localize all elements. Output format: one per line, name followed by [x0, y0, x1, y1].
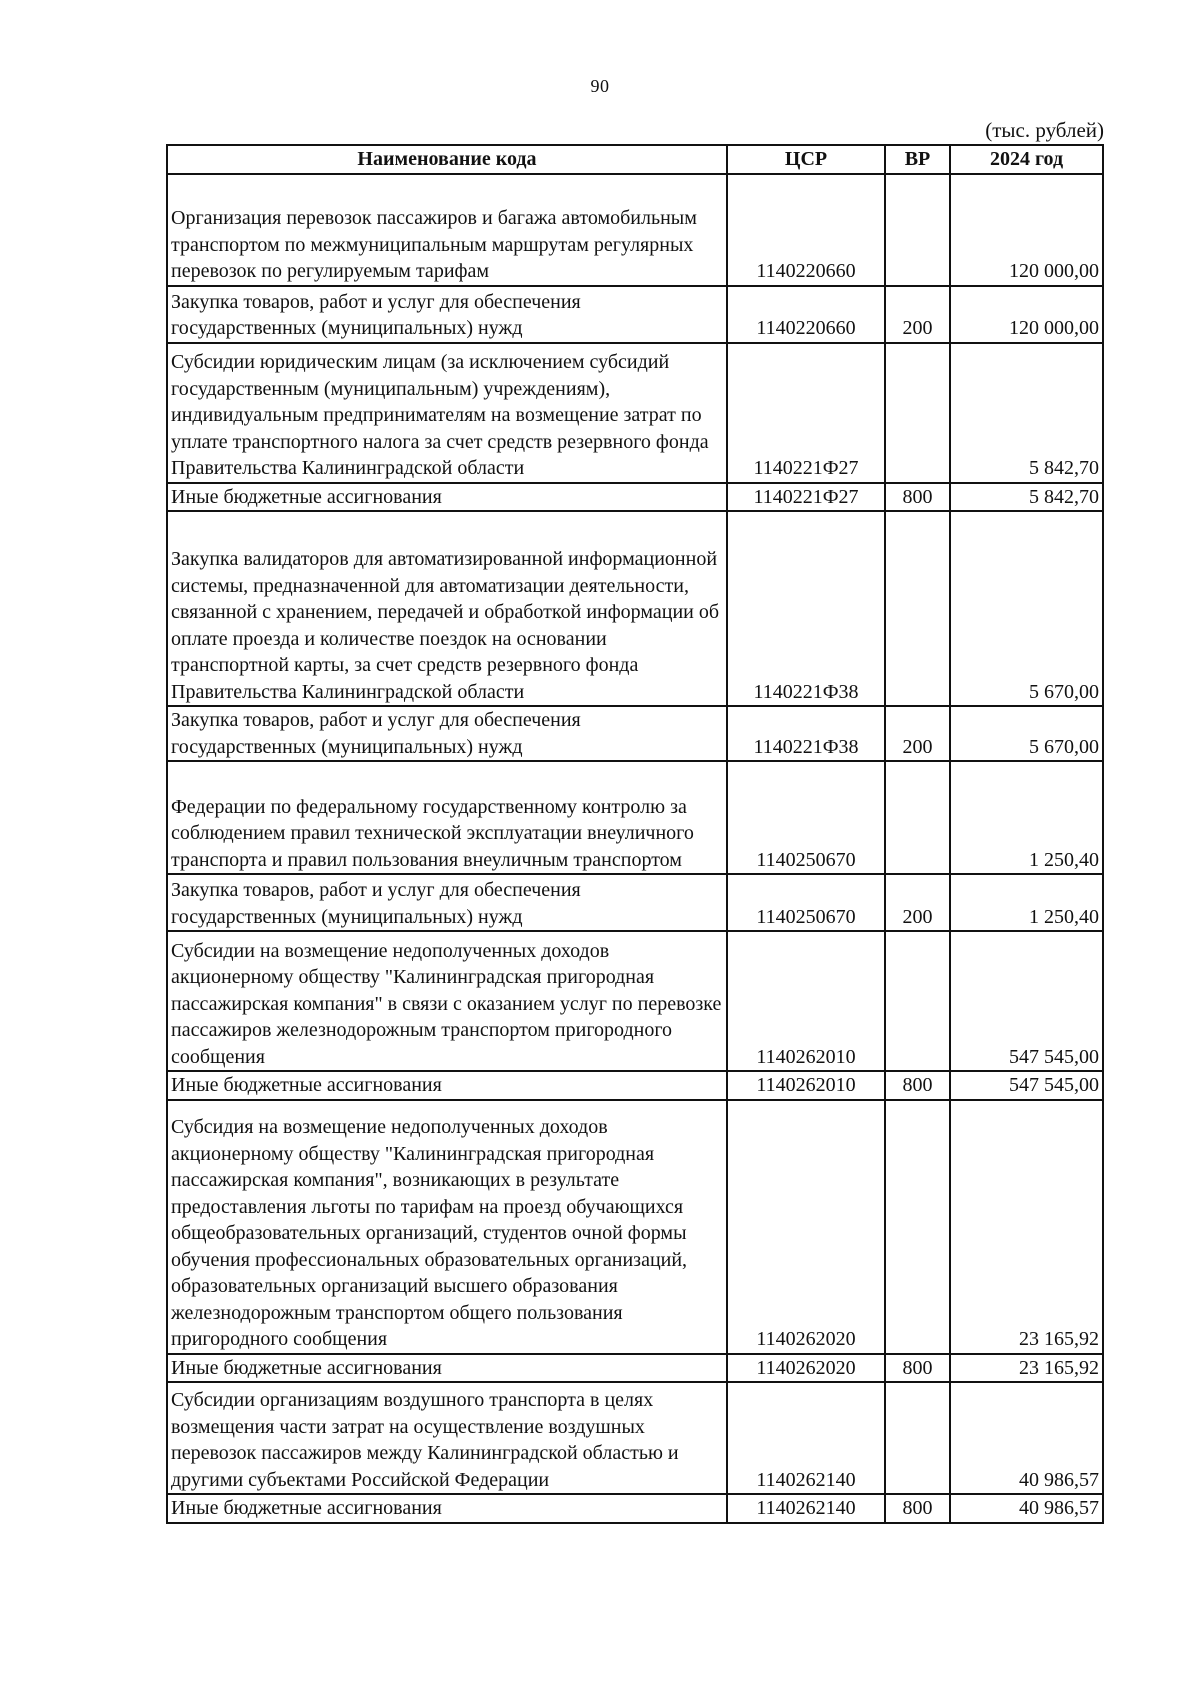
header-code: ЦСР [727, 145, 885, 174]
row-name: Субсидии организациям воздушного транспорта в целях возмещения части затрат на осуществление воздушных перевозок пассажиров между Калининградской областью и другими субъектами Российской Федерации [167, 1382, 727, 1494]
row-code: 1140221Ф27 [727, 483, 885, 512]
row-amount: 547 545,00 [950, 931, 1103, 1071]
budget-table [166, 144, 1104, 1524]
row-vr: 800 [885, 1494, 950, 1523]
row-amount: 23 165,92 [950, 1100, 1103, 1354]
header-vr: ВР [885, 145, 950, 174]
row-code: 1140221Ф38 [727, 706, 885, 761]
row-amount: 23 165,92 [950, 1354, 1103, 1383]
row-amount: 40 986,57 [950, 1382, 1103, 1494]
row-vr [885, 343, 950, 483]
table-row [167, 874, 1103, 931]
row-amount: 547 545,00 [950, 1071, 1103, 1100]
row-amount: 5 842,70 [950, 483, 1103, 512]
table-row [167, 1354, 1103, 1383]
row-code: 1140262140 [727, 1382, 885, 1494]
row-code: 1140262020 [727, 1100, 885, 1354]
page-number: 90 [590, 76, 610, 96]
table-row [167, 1100, 1103, 1354]
table-row [167, 286, 1103, 343]
row-name: Закупка товаров, работ и услуг для обеспечения государственных (муниципальных) нужд [167, 874, 727, 931]
row-name: Федерации по федеральному государственному контролю за соблюдением правил технической эксплуатации внеуличного транспорта и правил пользования внеуличным транспортом [167, 761, 727, 874]
table-row [167, 343, 1103, 483]
row-vr [885, 174, 950, 286]
row-code: 1140221Ф27 [727, 343, 885, 483]
row-vr [885, 1382, 950, 1494]
row-amount: 40 986,57 [950, 1494, 1103, 1523]
table-row [167, 174, 1103, 286]
table-row [167, 706, 1103, 761]
row-amount: 120 000,00 [950, 286, 1103, 343]
row-name: Субсидии юридическим лицам (за исключением субсидий государственным (муниципальным) учреждениям), индивидуальным предпринимателям на возмещение затрат по уплате транспортного налога за счет средств резервного фонда Правительства Калининградской области [167, 343, 727, 483]
row-amount: 5 842,70 [950, 343, 1103, 483]
row-code: 1140220660 [727, 286, 885, 343]
row-code: 1140250670 [727, 761, 885, 874]
row-code: 1140220660 [727, 174, 885, 286]
row-name: Иные бюджетные ассигнования [167, 1494, 727, 1523]
row-code: 1140221Ф38 [727, 511, 885, 706]
table-row [167, 1494, 1103, 1523]
row-code: 1140262140 [727, 1494, 885, 1523]
row-amount: 5 670,00 [950, 706, 1103, 761]
row-name: Иные бюджетные ассигнования [167, 483, 727, 512]
table-row [167, 511, 1103, 706]
header-row [167, 145, 1103, 174]
row-code: 1140262010 [727, 931, 885, 1071]
row-name: Иные бюджетные ассигнования [167, 1071, 727, 1100]
table-row [167, 761, 1103, 874]
row-code: 1140250670 [727, 874, 885, 931]
row-name: Закупка товаров, работ и услуг для обеспечения государственных (муниципальных) нужд [167, 286, 727, 343]
row-amount: 1 250,40 [950, 874, 1103, 931]
row-vr: 200 [885, 706, 950, 761]
row-name: Субсидия на возмещение недополученных доходов акционерному обществу "Калининградская пригородная пассажирская компания", возникающих в результате предоставления льготы по тарифам на проезд обучающихся общеобразовательных организаций, студентов очной формы обучения профессиональных образовательных организаций, образовательных организаций высшего образования железнодорожным транспортом общего пользования пригородного сообщения [167, 1100, 727, 1354]
row-code: 1140262020 [727, 1354, 885, 1383]
row-vr: 800 [885, 1071, 950, 1100]
units-label: (тыс. рублей) [985, 118, 1104, 142]
row-vr: 800 [885, 483, 950, 512]
row-amount: 1 250,40 [950, 761, 1103, 874]
row-name: Иные бюджетные ассигнования [167, 1354, 727, 1383]
row-vr [885, 761, 950, 874]
row-vr [885, 511, 950, 706]
row-name: Организация перевозок пассажиров и багажа автомобильным транспортом по межмуниципальным маршрутам регулярных перевозок по регулируемым тарифам [167, 174, 727, 286]
row-name: Субсидии на возмещение недополученных доходов акционерному обществу "Калининградская пригородная пассажирская компания" в связи с оказанием услуг по перевозке пассажиров железнодорожным транспортом пригородного сообщения [167, 931, 727, 1071]
row-amount: 5 670,00 [950, 511, 1103, 706]
row-vr [885, 931, 950, 1071]
header-amount: 2024 год [950, 145, 1103, 174]
table-row [167, 483, 1103, 512]
row-vr [885, 1100, 950, 1354]
row-vr: 200 [885, 286, 950, 343]
header-name: Наименование кода [167, 145, 727, 174]
table-row [167, 931, 1103, 1071]
row-name: Закупка валидаторов для автоматизированной информационной системы, предназначенной для автоматизации деятельности, связанной с хранением, передачей и обработкой информации об оплате проезда и количестве поездок на основании транспортной карты, за счет средств резервного фонда Правительства Калининградской области [167, 511, 727, 706]
row-amount: 120 000,00 [950, 174, 1103, 286]
row-name: Закупка товаров, работ и услуг для обеспечения государственных (муниципальных) нужд [167, 706, 727, 761]
table-row [167, 1382, 1103, 1494]
row-code: 1140262010 [727, 1071, 885, 1100]
row-vr: 800 [885, 1354, 950, 1383]
table-row [167, 1071, 1103, 1100]
row-vr: 200 [885, 874, 950, 931]
